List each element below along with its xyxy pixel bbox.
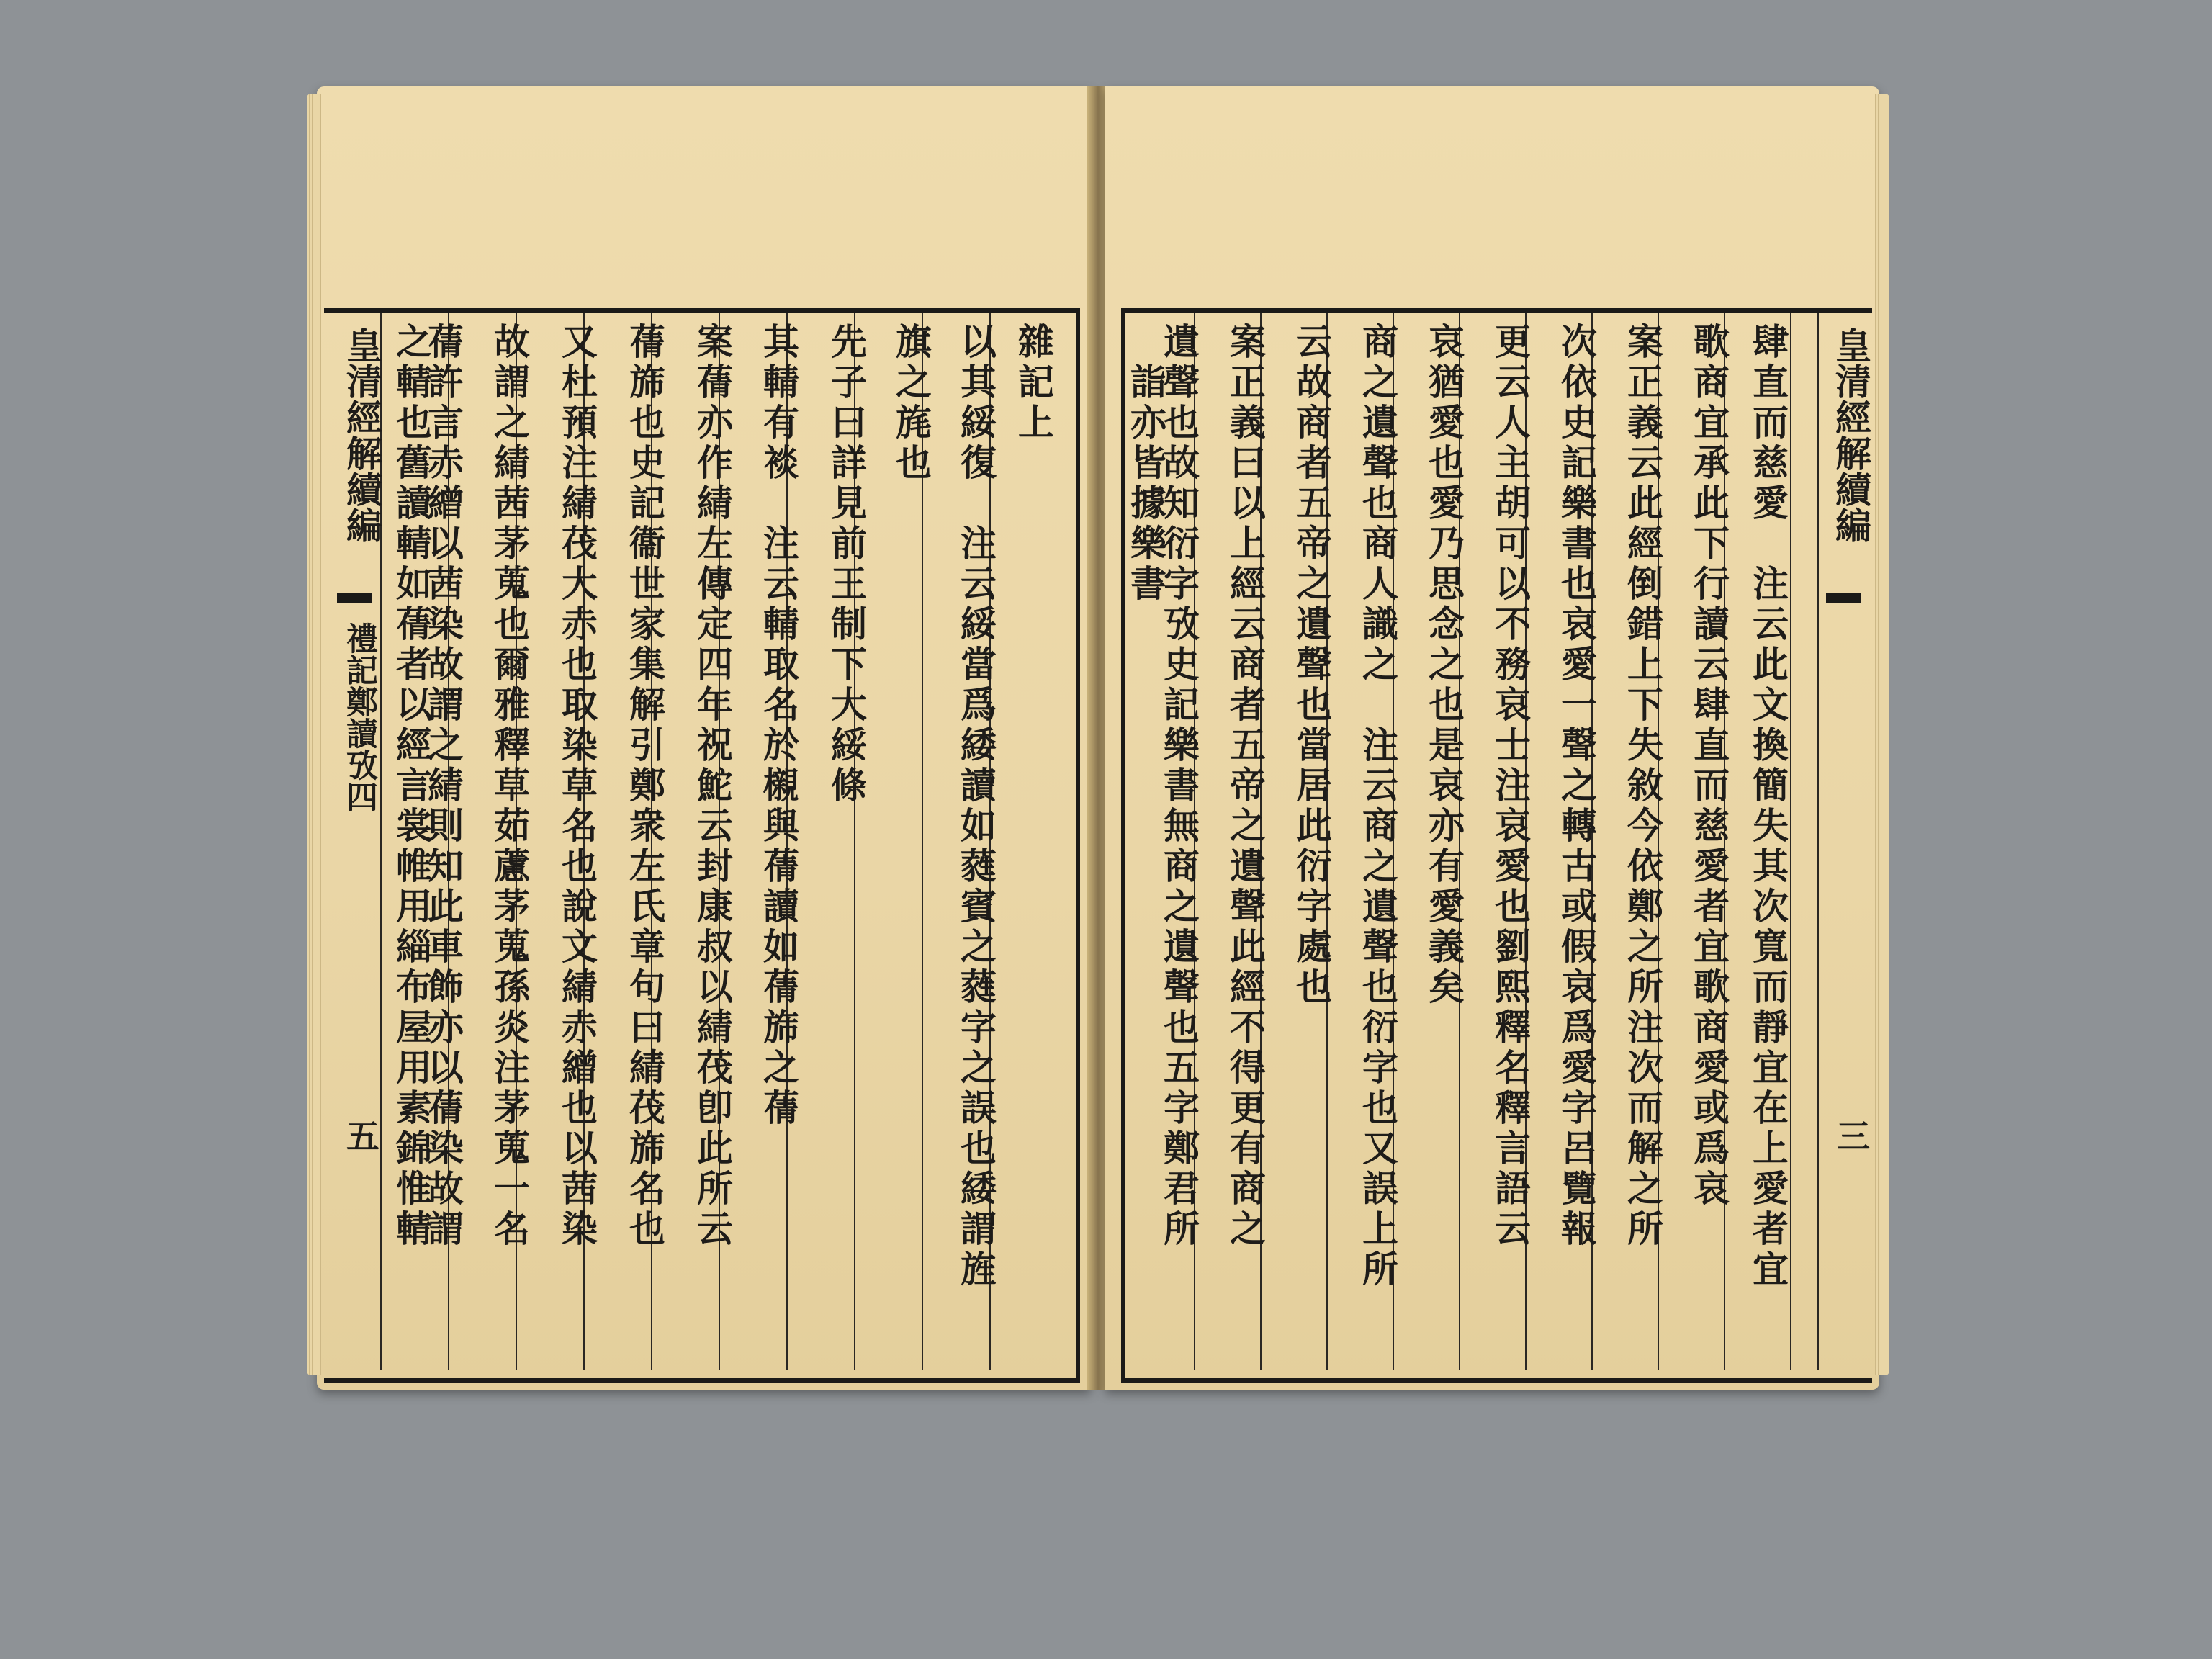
text-column: 歌商宜承此下行讀云肆直而慈愛者宜歌商愛或爲哀 bbox=[1688, 323, 1730, 1210]
text-column: 以其綏復 注云綏當爲緌讀如蕤賓之蕤字之誤也緌謂旌 bbox=[955, 323, 997, 1290]
text-column: 詣亦皆據樂書 bbox=[1125, 363, 1167, 605]
text-column: 旗之旄也 bbox=[890, 323, 932, 484]
text-column: 遺聲也故知衍字攷史記樂書無商之遺聲也五字鄭君所 bbox=[1158, 323, 1200, 1250]
text-column: 云故商者五帝之遺聲也當居此衍字處也 bbox=[1290, 323, 1333, 1008]
right-page bbox=[1105, 86, 1879, 1390]
text-column: 蒨旆也史記衞世家集解引鄭衆左氏章句曰綪茷旆名也 bbox=[624, 323, 666, 1250]
page-edges-left bbox=[307, 94, 321, 1375]
banxin-rule bbox=[1817, 313, 1819, 1370]
text-column: 次依史記樂書也哀愛一聲之轉古或假哀爲愛字呂覽報 bbox=[1555, 323, 1598, 1250]
text-column: 故謂之綪茜茅蒐也爾雅釋草茹藘茅蒐孫炎注茅蒐一名 bbox=[488, 323, 531, 1250]
fishtail-mark bbox=[1826, 593, 1861, 603]
left-text-frame bbox=[324, 308, 1080, 1382]
page-edges-right bbox=[1875, 94, 1889, 1375]
text-column: 商之遺聲也商人識之 注云商之遺聲也衍字也又誤上所 bbox=[1357, 323, 1399, 1290]
text-column: 案正義云此經倒錯上下失敘今依鄭之所注次而解之所 bbox=[1622, 323, 1664, 1250]
text-column: 哀猶愛也愛乃思念之也是哀亦有愛義矣 bbox=[1423, 323, 1465, 1008]
right-text-frame bbox=[1121, 308, 1872, 1382]
left-page bbox=[317, 86, 1091, 1390]
text-column: 之輤也舊讀輤如蒨者以經言裳帷用緇布屋用素錦惟輤 bbox=[390, 323, 433, 1250]
text-column: 肆直而慈愛 注云此文換簡失其次寬而靜宜在上愛者宜 bbox=[1747, 323, 1789, 1290]
column-rule bbox=[1790, 313, 1791, 1370]
text-column: 案正義曰以上經云商者五帝之遺聲此經不得更有商之 bbox=[1224, 323, 1267, 1250]
banxin-subtitle: 禮記鄭讀攷四 bbox=[341, 622, 377, 812]
folio-number: 三 bbox=[1832, 1119, 1871, 1152]
text-column: 又杜預注綪茷大赤也取染草名也說文綪赤繒也以茜染 bbox=[556, 323, 598, 1250]
text-column: 更云人主胡可以不務哀士注哀愛也劉熙釋名釋言語云 bbox=[1489, 323, 1532, 1250]
banxin-title: 皇清經解續編 bbox=[1830, 327, 1872, 543]
text-column: 先子曰詳見前王制下大綏條 bbox=[825, 323, 868, 806]
open-book bbox=[317, 86, 1879, 1390]
text-column: 蒨許言赤繒以茜染故謂之綪則知此車飾亦以蒨染故謂 bbox=[422, 323, 464, 1250]
banxin-title: 皇清經解續編 bbox=[341, 327, 383, 543]
text-column: 其輤有裧 注云輤取名於櫬與蒨讀如蒨旆之蒨 bbox=[757, 323, 800, 1129]
text-column: 雜記上 bbox=[1012, 323, 1055, 444]
text-column: 案蒨亦作綪左傳定四年祝鮀云封康叔以綪茷卽此所云 bbox=[691, 323, 734, 1250]
folio-number: 五 bbox=[341, 1119, 380, 1152]
